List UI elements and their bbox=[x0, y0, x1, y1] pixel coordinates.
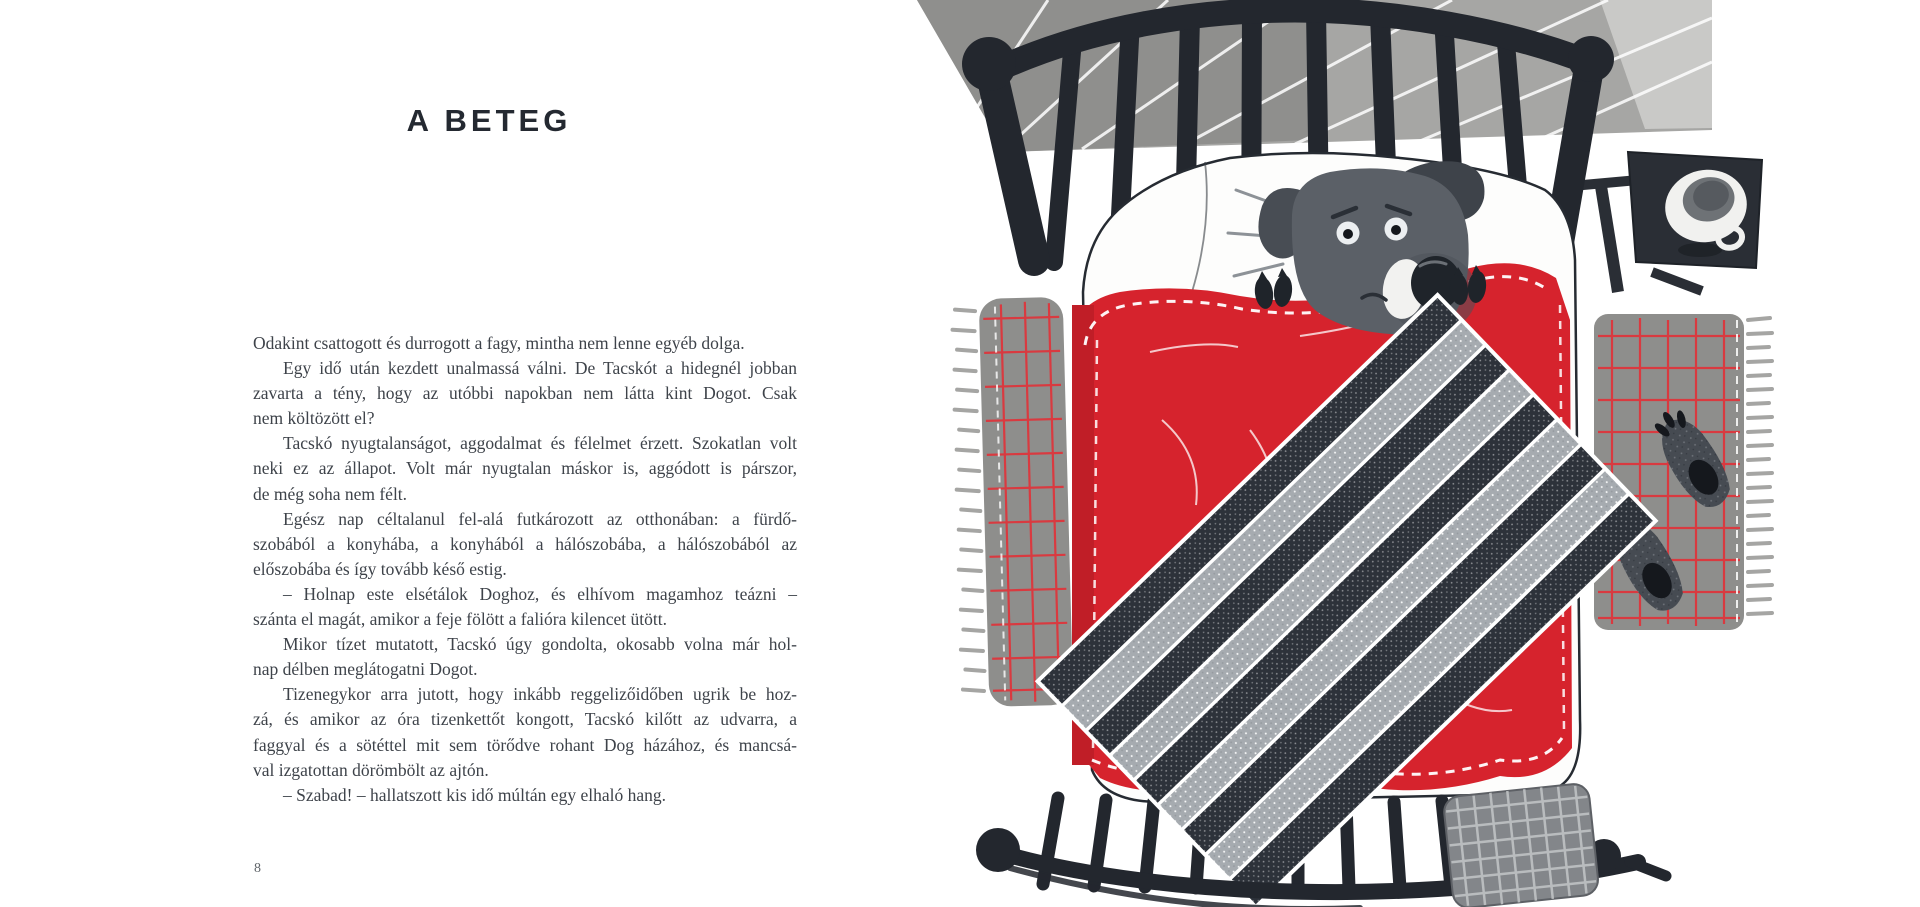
text-line: de még soha nem félt. bbox=[253, 483, 408, 504]
paragraph bbox=[253, 356, 797, 431]
text-line: szobából a konyhába, a konyhából a hálószobába, a hálószobából az bbox=[253, 533, 797, 554]
paragraph bbox=[253, 682, 797, 782]
text-line: nap délben meglátogatni Dogot. bbox=[253, 659, 478, 680]
text-line: – Szabad! – hallatszott kis idő múltán egy elhaló hang. bbox=[283, 784, 666, 805]
right-page bbox=[780, 0, 1920, 907]
footboard-left-knob bbox=[976, 828, 1020, 872]
left-rug-fringe bbox=[952, 309, 985, 691]
text-line: – Holnap este elsétálok Doghoz, és elhívom magamhoz teázni – bbox=[283, 583, 797, 604]
right-rug bbox=[1594, 314, 1772, 630]
chapter-title: A BETEG bbox=[406, 103, 572, 138]
text-line: faggyal és a sötéttel mit sem törődve rohant Dog házához, és mancsá- bbox=[253, 734, 797, 755]
text-line: val izgatottan dörömbölt az ajtón. bbox=[253, 759, 489, 780]
text-line: szánta el magát, amikor a feje fölött a falióra kilencet ütött. bbox=[253, 609, 667, 630]
bedside-table bbox=[1572, 152, 1762, 292]
dog-in-bed-illustration bbox=[780, 0, 1920, 907]
paragraph bbox=[253, 783, 797, 808]
body-text bbox=[253, 331, 797, 808]
paragraph bbox=[253, 507, 797, 582]
text-line: Odakint csattogott és durrogott a fagy, mintha nem lenne egyéb dolga. bbox=[253, 333, 745, 353]
left-page bbox=[0, 0, 797, 907]
text-line: Egy idő után kezdett unalmassá válni. De Tacskót a hidegnél jobban bbox=[283, 358, 797, 379]
text-line: Egész nap céltalanul fel-alá futkározott az otthonában: a fürdő- bbox=[283, 508, 797, 529]
left-rug bbox=[952, 297, 1074, 708]
plaid-cushion bbox=[1443, 783, 1600, 907]
paragraph bbox=[253, 331, 797, 356]
text-line: nem költözött el? bbox=[253, 408, 375, 429]
text-line: zavarta a tény, hogy az utóbbi napokban nem látta kint Dogot. Csak bbox=[253, 383, 797, 404]
text-line: neki ez az állapot. Volt már nyugtalan máskor is, aggódott is párszor, bbox=[253, 458, 797, 479]
text-line: Mikor tízet mutatott, Tacskó úgy gondolta, okosabb volna már hol- bbox=[283, 634, 797, 655]
text-line: zá, és amikor az óra tizenkettőt kongott, Tacskó kilőtt az udvarra, a bbox=[253, 709, 797, 730]
headboard-right-knob bbox=[1568, 36, 1614, 82]
paragraph bbox=[253, 431, 797, 506]
text-line: Tacskó nyugtalanságot, aggodalmat és félelmet érzett. Szokatlan volt bbox=[283, 433, 797, 454]
paragraph bbox=[253, 632, 797, 682]
right-rug-fringe bbox=[1748, 318, 1772, 614]
text-line: előszobába és így tovább késő estig. bbox=[253, 558, 507, 579]
text-line: Tizenegykor arra jutott, hogy inkább reggelizőidőben ugrik be hoz- bbox=[283, 684, 797, 705]
paragraph bbox=[253, 582, 797, 632]
page-number: 8 bbox=[254, 861, 261, 876]
headboard-left-knob bbox=[962, 37, 1016, 91]
